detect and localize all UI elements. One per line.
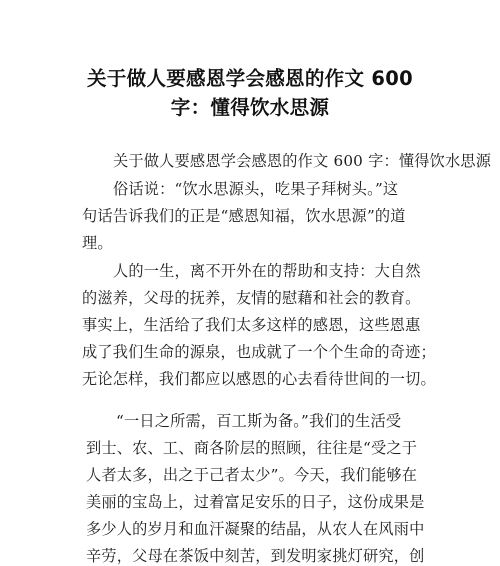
paragraph-line: 多少人的岁月和血汗凝聚的结晶，从农人在风雨中 <box>86 520 425 538</box>
paragraph-line: 无论怎样，我们都应以感恩的心去看待世间的一切。 <box>82 370 436 388</box>
paragraph-line: “一日之所需，百工斯为备。”我们的生活受 <box>116 412 402 430</box>
paragraph-line: 人者太多，出之于己者太少”。今天，我们能够在 <box>86 466 418 484</box>
paragraph-line: 事实上，生活给了我们太多这样的感恩，这些恩惠 <box>82 316 421 334</box>
document-title-line-2: 字：懂得饮水思源 <box>170 96 330 119</box>
paragraph-line: 俗话说：“饮水思源头，吃果子拜树头。”这 <box>113 180 399 198</box>
paragraph-line: 理。 <box>82 234 113 252</box>
paragraph-line: 的滋养，父母的抚养，友情的慰藉和社会的教育。 <box>82 289 421 307</box>
paragraph-line: 到士、农、工、商各阶层的照顾，往往是“受之于 <box>86 439 418 457</box>
document-title-line-1: 关于做人要感恩学会感恩的作文 600 <box>87 67 413 90</box>
paragraph-line: 成了我们生命的源泉，也成就了一个个生命的奇迹； <box>82 343 436 361</box>
paragraph-line: 关于做人要感恩学会感恩的作文 600 字：懂得饮水思源 <box>113 152 492 170</box>
paragraph-line: 美丽的宝岛上，过着富足安乐的日子，这份成果是 <box>86 493 425 511</box>
paragraph-line: 辛劳，父母在茶饭中刻苦，到发明家挑灯研究，创 <box>86 547 425 565</box>
paragraph-line: 句话告诉我们的正是“感恩知福，饮水思源”的道 <box>82 207 406 225</box>
paragraph-line: 人的一生，离不开外在的帮助和支持：大自然 <box>113 262 421 280</box>
